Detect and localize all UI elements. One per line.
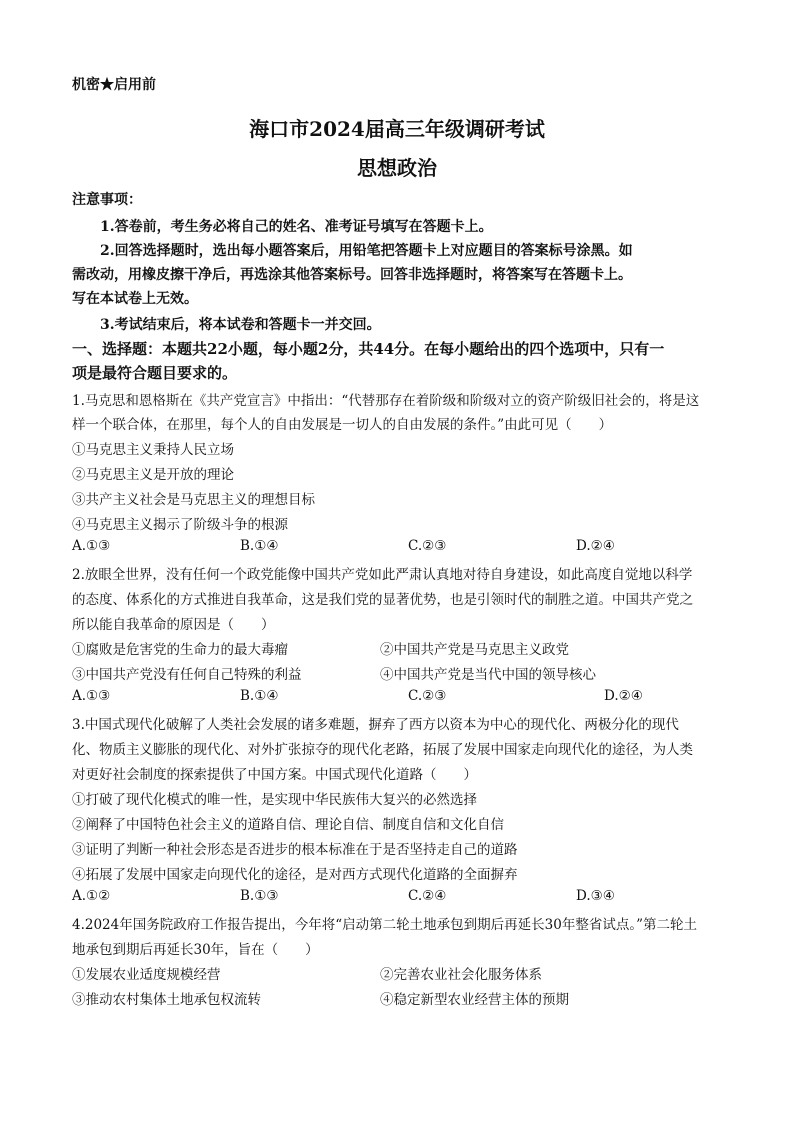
question-stem: 地承包到期后再延长30年，旨在（ ） <box>72 942 319 958</box>
notice-line: 1.答卷前，考生务必将自己的姓名、准考证号填写在答题卡上。 <box>100 219 493 235</box>
choice-c: C.②③ <box>408 538 447 554</box>
notice-line: 写在本试卷上无效。 <box>72 291 198 307</box>
option-item: ②完善农业社会化服务体系 <box>380 967 542 983</box>
choice-d: D.③④ <box>576 888 615 904</box>
question-stem: 所以能自我革命的原因是（ ） <box>72 617 275 633</box>
choice-b: B.①④ <box>240 538 279 554</box>
choice-d: D.②④ <box>576 538 615 554</box>
choice-b: B.①④ <box>240 688 279 704</box>
notice-line: 需改动，用橡皮擦干净后，再选涂其他答案标号。回答非选择题时，将答案写在答题卡上。 <box>72 267 632 283</box>
question-stem: 的态度、体系化的方式推进自我革命，这是我们党的显著优势，也是引领时代的制胜之道。中国共产党之 <box>72 592 693 608</box>
option-item: ④中国共产党是当代中国的领导核心 <box>380 667 596 683</box>
option-item: ①打破了现代化模式的唯一性，是实现中华民族伟大复兴的必然选择 <box>72 792 477 808</box>
choice-b: B.①③ <box>240 888 279 904</box>
notice-heading: 注意事项： <box>72 192 142 208</box>
subject-title: 思想政治 <box>357 156 437 180</box>
choice-c: C.②④ <box>408 888 447 904</box>
section-heading: 项是最符合题目要求的。 <box>72 364 238 382</box>
choice-d: D.②④ <box>604 688 643 704</box>
option-item: ④稳定新型农业经营主体的预期 <box>380 992 569 1008</box>
question-stem: 样一个联合体，在那里，每个人的自由发展是一切人的自由发展的条件。”由此可见（ ） <box>72 417 613 433</box>
option-item: ③中国共产党没有任何自己特殊的利益 <box>72 667 302 683</box>
confidential-label: 机密★启用前 <box>72 77 156 93</box>
question-stem: 1.马克思和恩格斯在《共产党宣言》中指出：“代替那存在着阶级和阶级对立的资产阶级旧社会的，将是这 <box>72 393 700 409</box>
notice-line: 2.回答选择题时，选出每小题答案后，用铅笔把答题卡上对应题目的答案标号涂黑。如 <box>100 243 633 259</box>
exam-title: 海口市2024届高三年级调研考试 <box>249 117 545 141</box>
choice-a: A.①② <box>72 888 111 904</box>
option-item: ④马克思主义揭示了阶级斗争的根源 <box>72 517 288 533</box>
section-heading: 一、选择题：本题共22小题，每小题2分，共44分。在每小题给出的四个选项中，只有一 <box>72 340 665 358</box>
option-item: ②中国共产党是马克思主义政党 <box>380 642 569 658</box>
option-item: ②阐释了中国特色社会主义的道路自信、理论自信、制度自信和文化自信 <box>72 817 504 833</box>
option-item: ③共产主义社会是马克思主义的理想目标 <box>72 492 315 508</box>
option-item: ③推动农村集体土地承包权流转 <box>72 992 261 1008</box>
option-item: ②马克思主义是开放的理论 <box>72 467 234 483</box>
choice-a: A.①③ <box>72 538 111 554</box>
choice-c: C.②③ <box>408 688 447 704</box>
notice-line: 3.考试结束后，将本试卷和答题卡一并交回。 <box>100 317 381 333</box>
option-item: ④拓展了发展中国家走向现代化的途径，是对西方式现代化道路的全面摒弃 <box>72 867 518 883</box>
question-stem: 3.中国式现代化破解了人类社会发展的诸多难题，摒弃了西方以资本为中心的现代化、两极分化的现代 <box>72 717 679 733</box>
option-item: ③证明了判断一种社会形态是否进步的根本标准在于是否坚持走自己的道路 <box>72 842 518 858</box>
question-stem: 4.2024年国务院政府工作报告提出，今年将“启动第二轮土地承包到期后再延长30年整省试点。”第二轮土 <box>72 917 697 933</box>
question-stem: 化、物质主义膨胀的现代化、对外扩张掠夺的现代化老路，拓展了发展中国家走向现代化的途径，为人类 <box>72 742 693 758</box>
question-stem: 2.放眼全世界，没有任何一个政党能像中国共产党如此严肃认真地对待自身建设，如此高度自觉地以科学 <box>72 567 693 583</box>
option-item: ①马克思主义秉持人民立场 <box>72 442 234 458</box>
option-item: ①腐败是危害党的生命力的最大毒瘤 <box>72 642 288 658</box>
question-stem: 对更好社会制度的探索提供了中国方案。中国式现代化道路（ ） <box>72 767 477 783</box>
choice-a: A.①③ <box>72 688 111 704</box>
option-item: ①发展农业适度规模经营 <box>72 967 221 983</box>
